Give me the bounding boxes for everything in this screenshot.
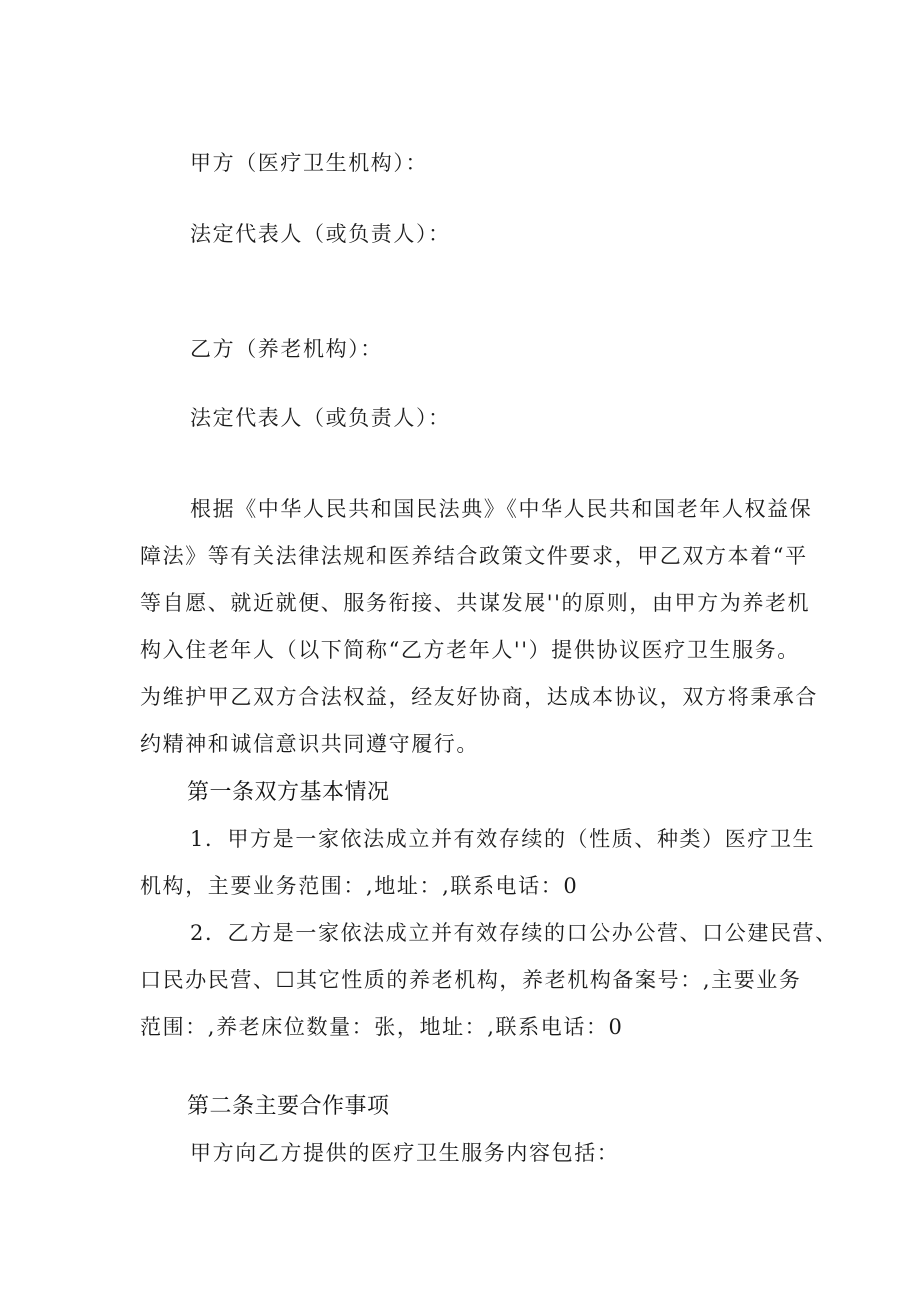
preamble-line: 构入住老年人（以下简称“乙方老年人''）提供协议医疗卫生服务。 (140, 638, 800, 662)
preamble-line: 障法》等有关法律法规和医养结合政策文件要求，甲乙双方本着“平 (140, 544, 808, 568)
article-1-item-1-line: 机构，主要业务范围：,地址：,联系电话：0 (140, 874, 579, 898)
party-a-label: 甲方（医疗卫生机构）： (190, 151, 429, 175)
preamble-line: 为维护甲乙双方合法权益，经友好协商，达成本协议，双方将秉承合 (140, 685, 818, 709)
party-b-representative: 法定代表人（或负责人）： (190, 406, 451, 430)
article-1-title: 第一条双方基本情况 (187, 780, 390, 805)
preamble-line: 等自愿、就近就便、服务衔接、共谋发展''的原则，由甲方为养老机 (140, 591, 811, 615)
article-1-item-2-line: 范围：,养老床位数量：张，地址：,联系电话：0 (140, 1015, 624, 1039)
party-a-representative: 法定代表人（或负责人）： (190, 222, 451, 246)
article-1-item-1-line: 1．甲方是一家依法成立并有效存续的（性质、种类）医疗卫生 (190, 827, 816, 851)
article-2-intro: 甲方向乙方提供的医疗卫生服务内容包括： (190, 1141, 620, 1165)
party-b-label: 乙方（养老机构）： (190, 337, 383, 361)
article-1-item-2-line: 口民办民营、☐其它性质的养老机构，养老机构备案号：,主要业务 (140, 968, 802, 992)
preamble-line: 根据《中华人民共和国民法典》《中华人民共和国老年人权益保 (190, 497, 813, 521)
article-1-item-2-line: 2．乙方是一家依法成立并有效存续的口公办公营、口公建民营、 (190, 921, 838, 945)
preamble-line: 约精神和诚信意识共同遵守履行。 (140, 732, 479, 756)
article-2-title: 第二条主要合作事项 (187, 1094, 390, 1119)
